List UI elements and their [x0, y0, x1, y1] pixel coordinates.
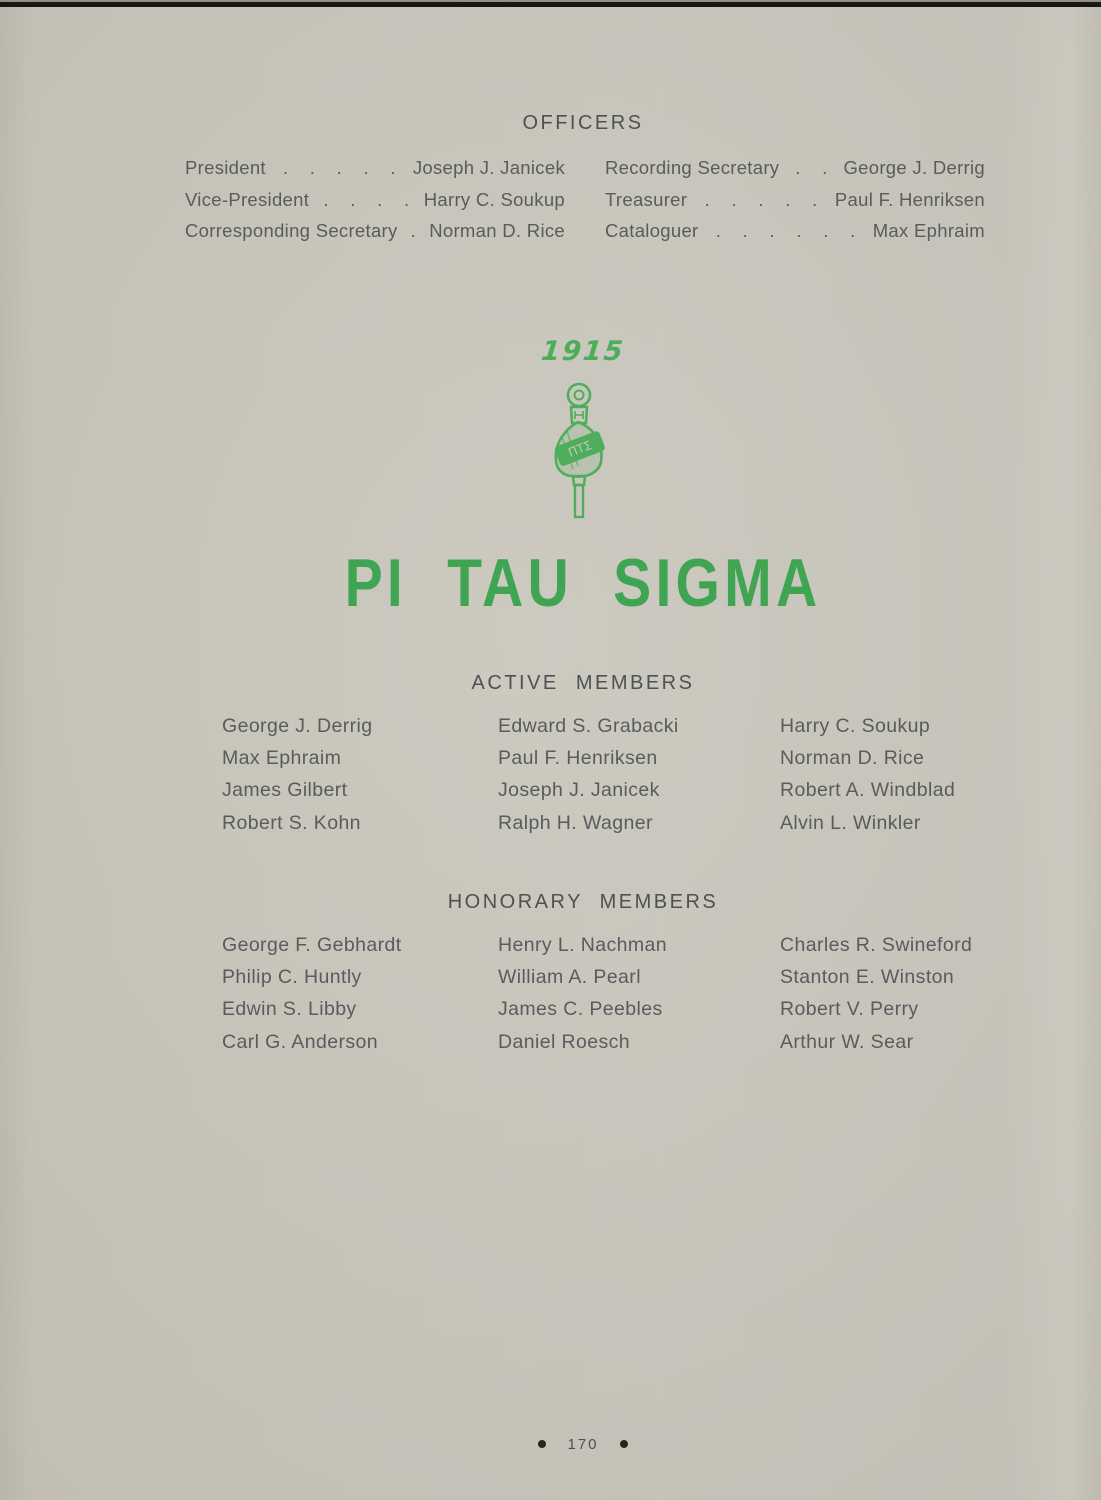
member-name: James C. Peebles — [498, 998, 663, 1021]
dot-leader: . . . . — [323, 188, 410, 210]
member-name: Paul F. Henriksen — [498, 747, 658, 770]
officer-name: Harry C. Soukup — [423, 188, 565, 210]
officer-title: Recording Secretary — [605, 157, 780, 178]
member-name: Stanton E. Winston — [780, 966, 955, 989]
chapter-title: PI TAU SIGMA — [344, 545, 822, 621]
member-name: Ralph H. Wagner — [498, 811, 653, 834]
officer-name: Max Ephraim — [872, 220, 985, 242]
dot-leader: . . . . . . — [715, 220, 856, 242]
officer-name: Joseph J. Janicek — [412, 157, 565, 178]
dot-leader: . . — [795, 157, 828, 178]
member-name: Alvin L. Winkler — [780, 811, 921, 834]
footer-dot-icon — [538, 1440, 546, 1448]
honorary-members-heading: HONORARY MEMBERS — [447, 891, 719, 913]
emblem-greek-letters: ΠΤΣ — [566, 438, 594, 460]
member-name: Harry C. Soukup — [780, 715, 931, 737]
member-name: Robert A. Windblad — [780, 779, 956, 802]
officer-row — [185, 152, 565, 184]
active-members-column-3 — [780, 710, 1070, 839]
officer-title: Corresponding Secretary — [185, 220, 398, 242]
member-name: Daniel Roesch — [498, 1030, 631, 1053]
member-name: Robert V. Perry — [780, 998, 919, 1021]
dot-leader: . . . . . — [704, 188, 818, 210]
officer-name: George J. Derrig — [843, 157, 985, 178]
officer-title: Vice-President — [185, 188, 310, 210]
chapter-year: 1915 — [539, 336, 627, 367]
active-members-column-2 — [498, 710, 788, 839]
officer-title: President — [185, 157, 266, 178]
member-name: George F. Gebhardt — [222, 934, 402, 956]
officer-row — [605, 152, 985, 184]
officers-right-column — [605, 152, 985, 247]
member-name: Henry L. Nachman — [498, 934, 667, 956]
dot-leader: . . . . . — [282, 157, 396, 178]
honorary-members-column-2 — [498, 929, 788, 1058]
member-name: William A. Pearl — [498, 966, 641, 989]
member-name: Joseph J. Janicek — [498, 779, 660, 802]
member-name: Max Ephraim — [222, 747, 342, 770]
member-name: Carl G. Anderson — [222, 1030, 378, 1053]
member-name: James Gilbert — [222, 779, 348, 802]
officers-left-column — [185, 152, 565, 247]
footer-dot-icon — [620, 1440, 628, 1448]
member-name: Charles R. Swineford — [780, 934, 973, 956]
officer-name: Norman D. Rice — [429, 220, 565, 242]
member-name: Edwin S. Libby — [222, 998, 357, 1021]
member-name: George J. Derrig — [222, 715, 373, 737]
honorary-members-column-1 — [222, 929, 512, 1058]
officers-grid — [185, 152, 985, 247]
page-footer — [83, 1434, 1083, 1454]
member-name: Norman D. Rice — [780, 747, 925, 770]
active-members-column-1 — [222, 710, 512, 839]
member-name: Robert S. Kohn — [222, 811, 361, 834]
officer-row — [605, 184, 985, 216]
page-top-edge — [0, 0, 1101, 7]
page-number: 170 — [567, 1435, 599, 1453]
officer-title: Cataloguer — [605, 220, 699, 242]
officer-name: Paul F. Henriksen — [834, 188, 985, 210]
active-members-heading: ACTIVE MEMBERS — [471, 672, 695, 694]
fraternity-key-emblem-icon — [540, 381, 616, 519]
member-name: Edward S. Grabacki — [498, 715, 679, 737]
dot-leader: . — [410, 220, 417, 242]
officer-title: Treasurer — [605, 188, 688, 210]
officer-row — [185, 184, 565, 216]
honorary-members-column-3 — [780, 929, 1070, 1058]
member-name: Philip C. Huntly — [222, 966, 362, 989]
officer-row — [185, 215, 565, 247]
officers-heading: OFFICERS — [522, 112, 644, 134]
member-name: Arthur W. Sear — [780, 1030, 914, 1053]
officer-row — [605, 215, 985, 247]
